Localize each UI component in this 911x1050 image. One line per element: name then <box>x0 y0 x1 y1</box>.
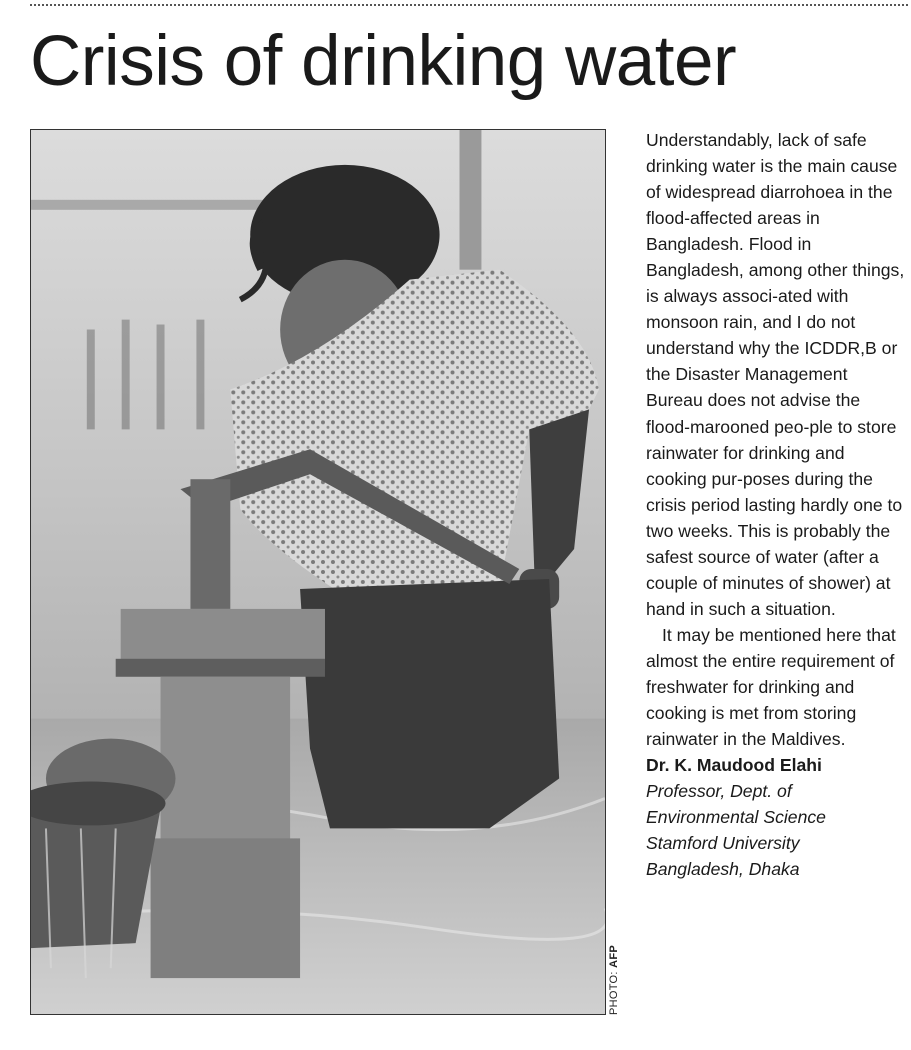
author-affiliation-line: Environmental Science <box>646 807 826 828</box>
author-affiliation-line: Stamford University <box>646 833 800 854</box>
top-dotted-rule <box>30 4 908 6</box>
author-affiliation-line: Professor, Dept. of <box>646 781 792 802</box>
photo-illustration <box>31 130 605 1014</box>
letter-column <box>646 127 906 882</box>
headline: Crisis of drinking water <box>30 22 737 101</box>
photo-credit-agency: AFP <box>608 944 620 968</box>
letter-paragraph-1: Understandably, lack of safe drinking water is the main cause of widespread diarrohoea in the flood-affected areas in Bangladesh. Flood in Bangladesh, among other things, is always associ-ated with monsoon rain, and I do not understand why the ICDDR,B or the Disaster Management Bureau does not advise the flood-marooned peo-ple to store rainwater for drinking and cooking pur-poses during the crisis period lasting hardly one to two weeks. This is probably the safest source of water (after a couple of minutes of shower) at hand in such a situation. <box>646 130 905 619</box>
news-photo <box>30 129 606 1015</box>
author-name: Dr. K. Maudood Elahi <box>646 755 822 776</box>
author-affiliation-line: Bangladesh, Dhaka <box>646 859 800 880</box>
photo-credit-prefix: PHOTO: <box>608 967 620 1015</box>
letter-paragraph-2: It may be mentioned here that almost the entire requirement of freshwater for drinking and cooking is met from storing rainwater in the Maldives. <box>646 624 896 750</box>
photo-credit <box>608 945 620 1015</box>
